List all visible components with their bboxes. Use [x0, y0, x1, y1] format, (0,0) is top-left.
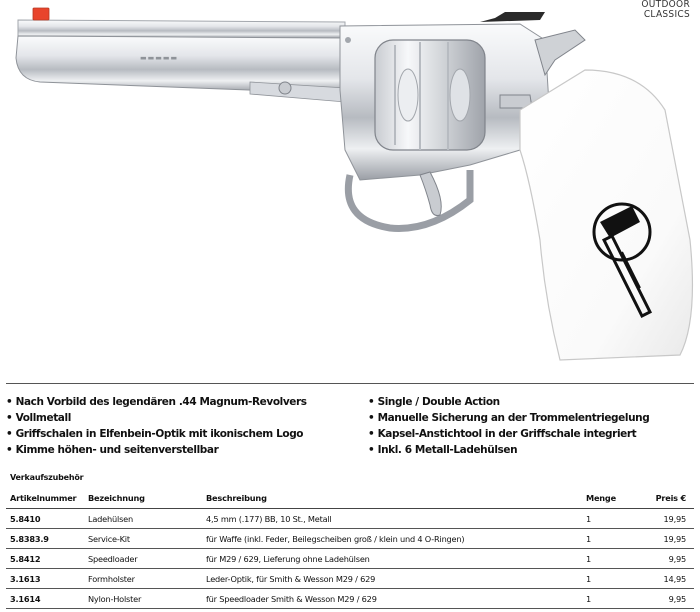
cell-article: 3.1614: [6, 589, 84, 609]
cell-quantity: 1: [582, 569, 644, 589]
table-header-row: [6, 488, 694, 509]
cell-name: Speedloader: [84, 549, 202, 569]
table-row: [6, 509, 694, 529]
brand-line-1: OUTDOOR: [641, 0, 690, 10]
grip: [520, 70, 692, 360]
accessories-table: [6, 488, 694, 609]
header-price: Preis €: [644, 488, 694, 509]
table-row: [6, 569, 694, 589]
cell-article: 3.1613: [6, 569, 84, 589]
cell-description: 4,5 mm (.177) BB, 10 St., Metall: [202, 509, 582, 529]
cell-article: 5.8412: [6, 549, 84, 569]
barrel-rib: [18, 20, 345, 38]
header-description: Beschreibung: [202, 488, 582, 509]
cell-price: 14,95: [644, 569, 694, 589]
divider: [6, 383, 694, 384]
cell-quantity: 1: [582, 529, 644, 549]
table-row: [6, 529, 694, 549]
cell-quantity: 1: [582, 509, 644, 529]
cell-name: Nylon-Holster: [84, 589, 202, 609]
header-quantity: Menge: [582, 488, 644, 509]
cell-article: 5.8383.9: [6, 529, 84, 549]
feature-item: • Kapsel-Anstichtool in der Griffschale integriert: [368, 428, 637, 440]
cell-price: 9,95: [644, 549, 694, 569]
feature-item: • Vollmetall: [6, 412, 71, 424]
front-sight-icon: [33, 8, 49, 20]
header-name: Bezeichnung: [84, 488, 202, 509]
feature-item: • Inkl. 6 Metall-Ladehülsen: [368, 444, 518, 456]
svg-text:▬▬▬▬▬: ▬▬▬▬▬: [140, 54, 179, 62]
cell-description: Leder-Optik, für Smith & Wesson M29 / 629: [202, 569, 582, 589]
cell-name: Service-Kit: [84, 529, 202, 549]
feature-item: • Single / Double Action: [368, 396, 500, 408]
cell-quantity: 1: [582, 589, 644, 609]
rear-sight: [480, 12, 545, 22]
cell-article: 5.8410: [6, 509, 84, 529]
cell-price: 9,95: [644, 589, 694, 609]
feature-item: • Nach Vorbild des legendären .44 Magnum-Revolvers: [6, 396, 307, 408]
cell-price: 19,95: [644, 529, 694, 549]
cell-price: 19,95: [644, 509, 694, 529]
cell-description: für Speedloader Smith & Wesson M29 / 629: [202, 589, 582, 609]
header-article: Artikelnummer: [6, 488, 84, 509]
cell-description: für Waffe (inkl. Feder, Beilegscheiben groß / klein und 4 O-Ringen): [202, 529, 582, 549]
brand-line-2: CLASSICS: [643, 9, 690, 20]
features-list-right: [368, 394, 649, 458]
feature-item: • Griffschalen in Elfenbein-Optik mit ikonischem Logo: [6, 428, 304, 440]
feature-item: • Kimme höhen- und seitenverstellbar: [6, 444, 219, 456]
cell-description: für M29 / 629, Lieferung ohne Ladehülsen: [202, 549, 582, 569]
accessories-title: Verkaufszubehör: [10, 473, 84, 482]
trigger: [420, 172, 441, 216]
cell-name: Formholster: [84, 569, 202, 589]
cell-name: Ladehülsen: [84, 509, 202, 529]
table-row: [6, 549, 694, 569]
table-row: [6, 589, 694, 609]
features-list-left: [6, 394, 307, 458]
cell-quantity: 1: [582, 549, 644, 569]
barrel: [16, 36, 350, 92]
feature-item: • Manuelle Sicherung an der Trommelentriegelung: [368, 412, 650, 424]
